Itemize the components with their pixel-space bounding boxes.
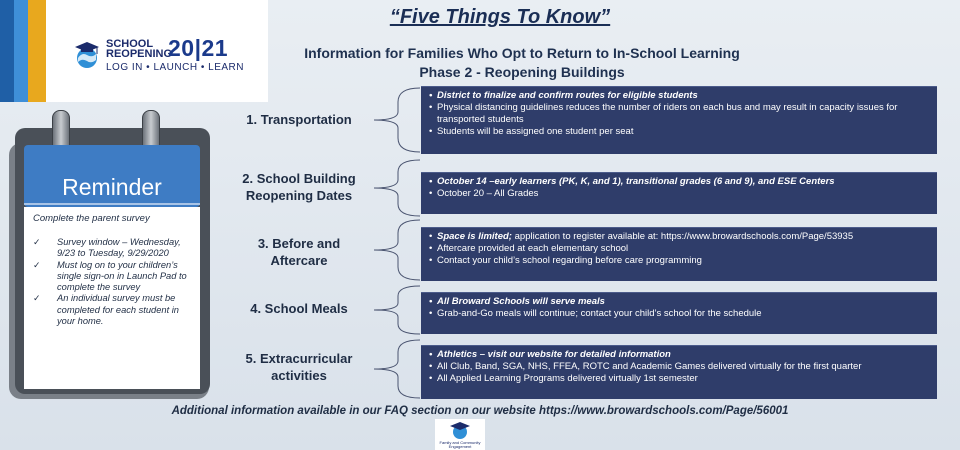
family-engagement-logo — [435, 419, 485, 450]
logo-name-line1: SCHOOL — [106, 37, 154, 50]
logo-year: 20|21 — [168, 35, 229, 61]
logo-stripe-blue — [0, 0, 14, 102]
footer-note: Additional information available in our FAQ section on our website https://www.browardschools.com/Page/56001 — [171, 405, 789, 417]
graduation-cap-icon — [448, 421, 472, 439]
bullet-item: • Students will be assigned one student per seat — [429, 126, 931, 138]
logo-name-line2: REOPENING — [106, 47, 173, 60]
reminder-item: ✓ An individual survey must be completed for each student in your home. — [33, 293, 179, 327]
section-box-school-meals — [421, 292, 937, 334]
section-label-extracurricular: 5. Extracurricular activities — [245, 351, 353, 383]
section-box-transportation — [421, 86, 937, 154]
school-reopening-logo — [72, 35, 244, 73]
page-subtitle — [262, 44, 782, 82]
graduation-cap-icon — [72, 41, 102, 69]
logo-stripe-light-blue — [14, 0, 28, 102]
section-label-before-aftercare: 3. Before and Aftercare — [257, 236, 341, 268]
section-label-transportation: 1. Transportation — [246, 112, 352, 127]
brace-icon — [364, 284, 424, 336]
bullet-item: • All Broward Schools will serve meals — [429, 296, 931, 308]
bullet-item: • Aftercare provided at each elementary school — [429, 243, 931, 255]
reminder-list — [33, 237, 193, 327]
subtitle-line1: Information for Families Who Opt to Return to In-School Learning — [304, 45, 740, 61]
bottom-logo-text: Family and Community Engagement — [439, 440, 481, 449]
bullet-item: • Physical distancing guidelines reduces the number of riders on each bus and may result in capacity issues for transported students — [429, 102, 931, 126]
reminder-intro: Complete the parent survey — [33, 213, 150, 224]
logo-panel — [0, 0, 268, 102]
bullet-item: • October 20 – All Grades — [429, 188, 931, 200]
reminder-heading: Reminder — [62, 174, 162, 200]
brace-icon — [364, 158, 424, 218]
brace-icon — [364, 218, 424, 282]
section-box-reopening-dates — [421, 172, 937, 214]
reminder-item: ✓ Survey window – Wednesday, 9/23 to Tuesday, 9/29/2020 — [33, 237, 181, 259]
bullet-item: • October 14 –early learners (PK, K, and 1), transitional grades (6 and 9), and ESE Centers — [429, 176, 931, 188]
bullet-item: • Contact your child’s school regarding before care programming — [429, 255, 931, 267]
check-icon: ✓ — [33, 237, 41, 247]
reminder-item: ✓ Must log on to your children’s single sign-on in Launch Pad to complete the survey — [33, 259, 187, 293]
check-icon: ✓ — [33, 259, 41, 270]
calendar-divider — [24, 203, 200, 205]
section-label-school-meals: 4. School Meals — [250, 301, 348, 316]
brace-icon — [364, 338, 424, 400]
bullet-item: • Space is limited; application to register available at: https://www.browardschools.com/Page/53935 — [429, 231, 931, 243]
logo-stripe-gold — [28, 0, 46, 102]
check-icon: ✓ — [33, 293, 41, 304]
page-title: “Five Things To Know” — [389, 6, 611, 28]
bullet-item: • All Club, Band, SGA, NHS, FFEA, ROTC and Academic Games delivered virtually for the first quarter — [429, 361, 931, 373]
section-box-extracurricular — [421, 345, 937, 399]
bullet-item: • Athletics – visit our website for detailed information — [429, 349, 931, 361]
bullet-item: • All Applied Learning Programs delivered virtually 1st semester — [429, 373, 931, 385]
brace-icon — [364, 86, 424, 154]
section-label-reopening-dates: 2. School Building Reopening Dates — [242, 171, 356, 203]
bullet-item: • Grab-and-Go meals will continue; contact your child’s school for the schedule — [429, 308, 931, 320]
bullet-item: • District to finalize and confirm routes for eligible students — [429, 90, 931, 102]
section-box-before-aftercare — [421, 227, 937, 281]
logo-tagline: LOG IN • LAUNCH • LEARN — [106, 62, 244, 73]
subtitle-line2: Phase 2 - Reopening Buildings — [419, 64, 625, 80]
